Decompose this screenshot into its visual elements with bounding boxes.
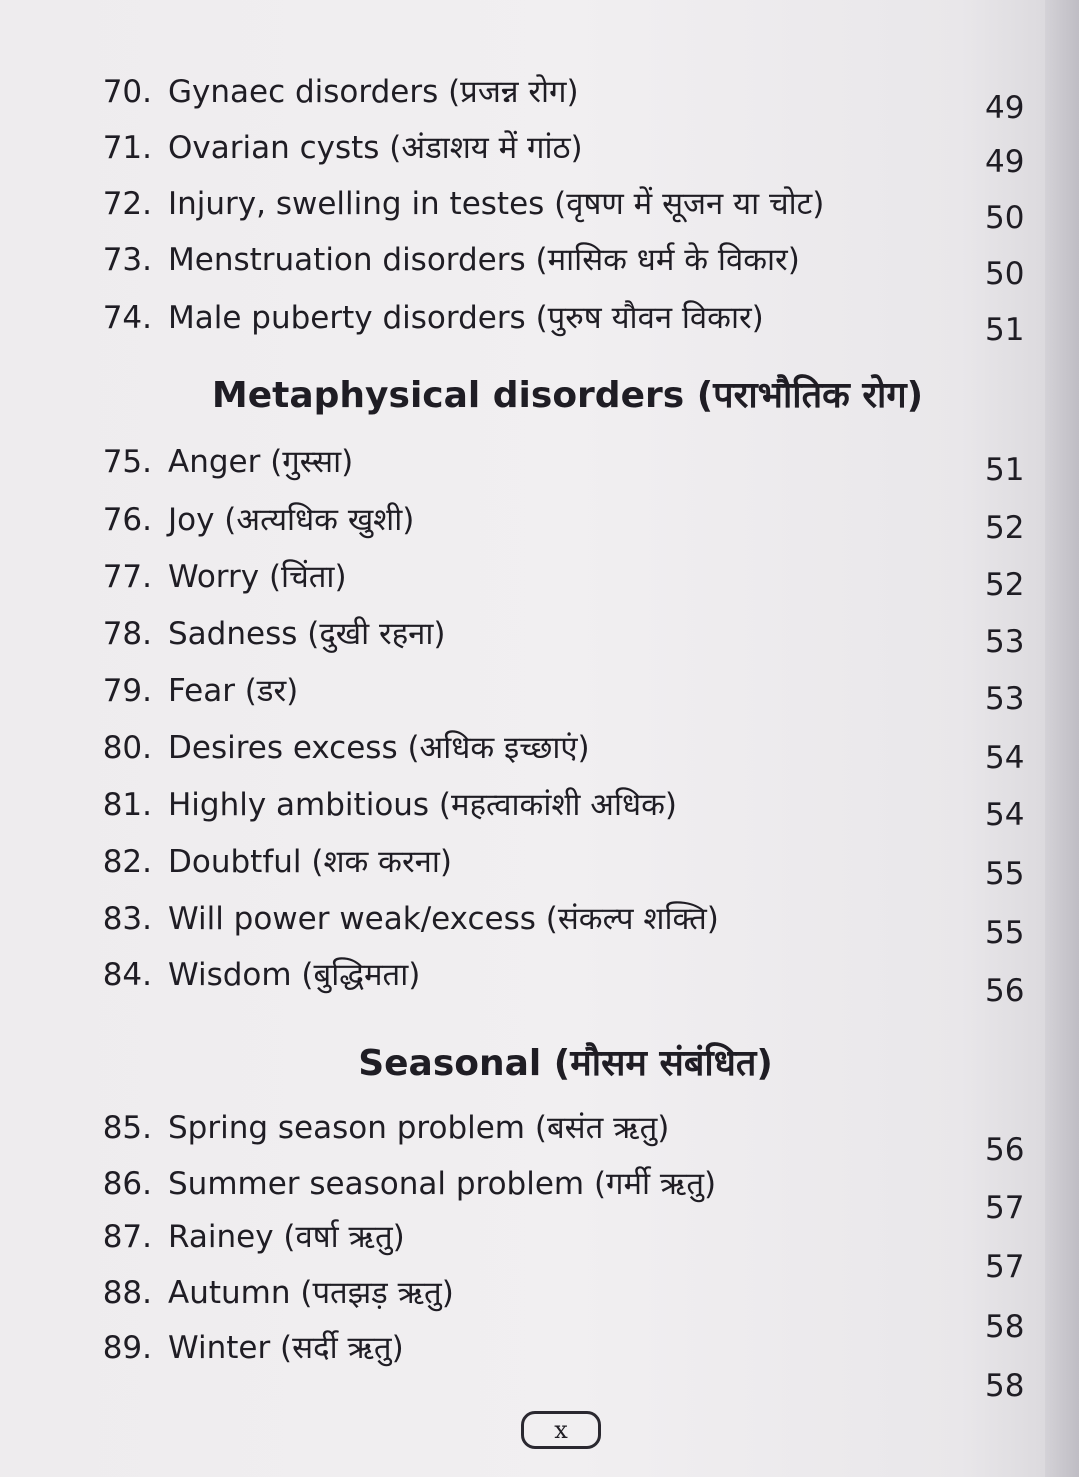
entry-page: 54 (985, 797, 1025, 833)
toc-entry-74 (0, 290, 1045, 346)
entry-number: 78. (102, 616, 152, 652)
entry-number: 79. (102, 673, 152, 709)
entry-page: 52 (985, 567, 1025, 603)
entry-page: 52 (985, 510, 1025, 546)
entry-title: Ovarian cysts (अंडाशय में गांठ) (168, 130, 583, 166)
toc-entry-78 (0, 606, 1045, 662)
section-heading-metaphysical: Metaphysical disorders (पराभौतिक रोग) (211, 375, 924, 416)
entry-title: Rainey (वर्षा ऋतु) (168, 1219, 405, 1255)
toc-entry-85 (0, 1100, 1045, 1168)
entry-title: Sadness (दुखी रहना) (168, 616, 446, 652)
entry-page: 57 (985, 1190, 1025, 1226)
entry-page: 56 (985, 1132, 1025, 1168)
toc-entry-88 (0, 1265, 1045, 1345)
entry-page: 50 (985, 200, 1025, 236)
entry-page: 56 (985, 973, 1025, 1009)
entry-number: 70. (102, 74, 152, 110)
toc-entry-75 (0, 434, 1045, 490)
entry-page: 53 (985, 624, 1025, 660)
toc-entry-77 (0, 549, 1045, 605)
entry-page: 58 (985, 1368, 1025, 1404)
entry-number: 76. (102, 502, 152, 538)
entry-number: 81. (102, 787, 152, 823)
toc-entry-73 (0, 232, 1045, 292)
toc-entry-82 (0, 834, 1045, 890)
entry-number: 87. (102, 1219, 152, 1255)
entry-title: Highly ambitious (महत्वाकांशी अधिक) (168, 787, 677, 823)
entry-title: Summer seasonal problem (गर्मी ऋतु) (168, 1166, 717, 1202)
toc-entry-81 (0, 777, 1045, 833)
toc-entry-86 (0, 1156, 1045, 1226)
entry-number: 80. (102, 730, 152, 766)
toc-entry-87 (0, 1209, 1045, 1285)
entry-number: 83. (102, 901, 152, 937)
toc-entry-70 (0, 64, 1045, 126)
entry-title: Winter (सर्दी ऋतु) (168, 1330, 404, 1366)
entry-page: 49 (985, 144, 1025, 180)
entry-number: 75. (102, 444, 152, 480)
entry-page: 51 (985, 452, 1025, 488)
entry-title: Male puberty disorders (पुरुष यौवन विकार) (168, 300, 764, 336)
entry-number: 86. (102, 1166, 152, 1202)
section-heading-seasonal: Seasonal (मौसम संबंधित) (358, 1043, 773, 1084)
entry-title: Will power weak/excess (संकल्प शक्ति) (168, 901, 719, 937)
entry-title: Fear (डर) (168, 673, 299, 709)
page-edge (1045, 0, 1079, 1477)
entry-title: Worry (चिंता) (168, 559, 347, 595)
entry-number: 84. (102, 957, 152, 993)
entry-title: Autumn (पतझड़ ऋतु) (168, 1275, 454, 1311)
entry-number: 74. (102, 300, 152, 336)
toc-entry-72 (0, 176, 1045, 236)
entry-page: 51 (985, 312, 1025, 348)
entry-title: Joy (अत्यधिक खुशी) (168, 502, 415, 538)
toc-entry-89 (0, 1320, 1045, 1404)
entry-page: 49 (985, 90, 1025, 126)
entry-number: 71. (102, 130, 152, 166)
toc-entry-79 (0, 663, 1045, 719)
entry-title: Desires excess (अधिक इच्छाएं) (168, 730, 590, 766)
entry-page: 50 (985, 256, 1025, 292)
entry-page: 55 (985, 856, 1025, 892)
entry-number: 88. (102, 1275, 152, 1311)
toc-entry-76 (0, 492, 1045, 548)
entry-number: 77. (102, 559, 152, 595)
entry-number: 72. (102, 186, 152, 222)
entry-title: Gynaec disorders (प्रजन्न रोग) (168, 74, 579, 110)
toc-entry-84 (0, 947, 1045, 1009)
entry-title: Injury, swelling in testes (वृषण में सूजन या चोट) (168, 186, 825, 222)
entry-page: 53 (985, 681, 1025, 717)
entry-title: Doubtful (शक करना) (168, 844, 452, 880)
toc-entry-71 (0, 120, 1045, 180)
entry-page: 57 (985, 1249, 1025, 1285)
page-folio: x (521, 1411, 601, 1449)
entry-number: 85. (102, 1110, 152, 1146)
entry-title: Menstruation disorders (मासिक धर्म के विकार) (168, 242, 800, 278)
entry-title: Spring season problem (बसंत ऋतु) (168, 1110, 670, 1146)
entry-page: 54 (985, 740, 1025, 776)
toc-entry-80 (0, 720, 1045, 776)
entry-number: 73. (102, 242, 152, 278)
entry-title: Wisdom (बुद्धिमता) (168, 957, 421, 993)
entry-title: Anger (गुस्सा) (168, 444, 354, 480)
toc-entry-83 (0, 891, 1045, 951)
entry-number: 89. (102, 1330, 152, 1366)
entry-number: 82. (102, 844, 152, 880)
entry-page: 58 (985, 1309, 1025, 1345)
entry-page: 55 (985, 915, 1025, 951)
